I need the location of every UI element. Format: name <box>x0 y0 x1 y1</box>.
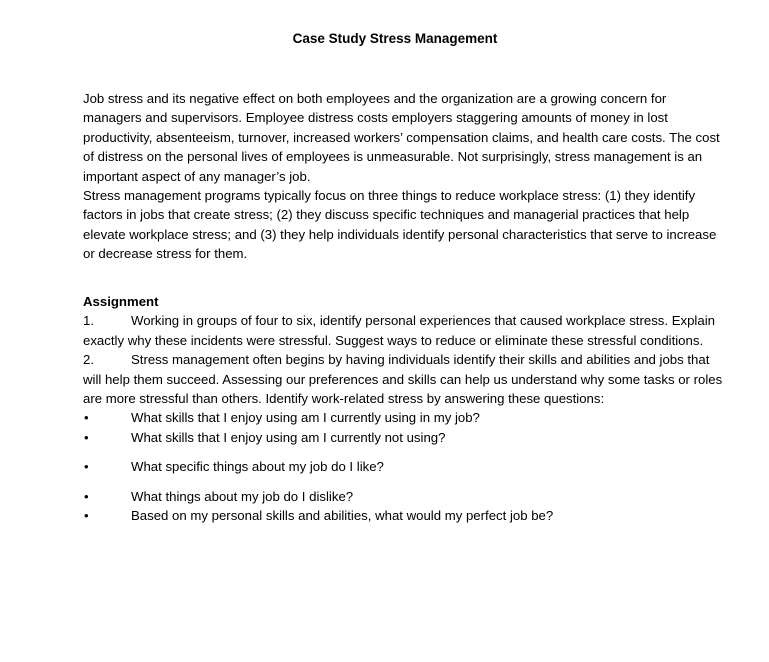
question-text: Based on my personal skills and abilities, what would my perfect job be? <box>131 508 554 523</box>
assignment-item <box>83 350 723 408</box>
intro-paragraph: Job stress and its negative effect on both employees and the organization are a growing concern for managers and supervisors. Employee distress costs employers staggering amounts of money in lost productivity, absenteeism, turnover, increased workers’ compensation claims, and health care costs. The cost of distress on the personal lives of employees is unmeasurable. Not surprisingly, stress management is an important aspect of any manager’s job. <box>83 91 720 184</box>
question-item <box>83 457 723 476</box>
bullet-icon: • <box>84 508 89 523</box>
bullet-icon: • <box>84 459 89 475</box>
assignment-heading: Assignment <box>83 294 159 309</box>
question-item <box>83 428 723 447</box>
question-text: What specific things about my job do I like? <box>131 459 384 475</box>
question-text: What skills that I enjoy using am I currently not using? <box>131 429 446 445</box>
document-title: Case Study Stress Management <box>292 31 498 46</box>
question-item <box>83 506 723 525</box>
item-text: Stress management often begins by having individuals identify their skills and abilities and jobs that will help them succeed. Assessing our preferences and skills can help us understand why some tasks or roles are more stressful than others. Identify work-related stress by answering these questions: <box>83 352 723 407</box>
intro-paragraph: Stress management programs typically focus on three things to reduce workplace stress: (1) they identify factors in jobs that create stress; (2) they discuss specific techniques and managerial practices that help elevate workplace stress; and (3) they help individuals identify personal characteristics that serve to increase or decrease stress for them. <box>83 188 717 262</box>
assignment-section <box>83 292 723 525</box>
assignment-item <box>83 311 723 350</box>
bullet-icon: • <box>84 429 89 445</box>
question-list <box>83 408 723 525</box>
question-text: What skills that I enjoy using am I currently using in my job? <box>131 410 480 426</box>
item-number: 1. <box>83 313 94 329</box>
intro-section <box>83 89 723 264</box>
question-text: What things about my job do I dislike? <box>131 488 354 504</box>
question-item <box>83 487 723 506</box>
item-number: 2. <box>83 352 94 368</box>
item-text: Working in groups of four to six, identify personal experiences that caused workplace stress. Explain exactly why these incidents were stressful. Suggest ways to reduce or eliminate these stressful conditions. <box>83 313 715 348</box>
question-item <box>83 408 723 427</box>
bullet-icon: • <box>84 488 89 504</box>
bullet-icon: • <box>84 410 89 426</box>
